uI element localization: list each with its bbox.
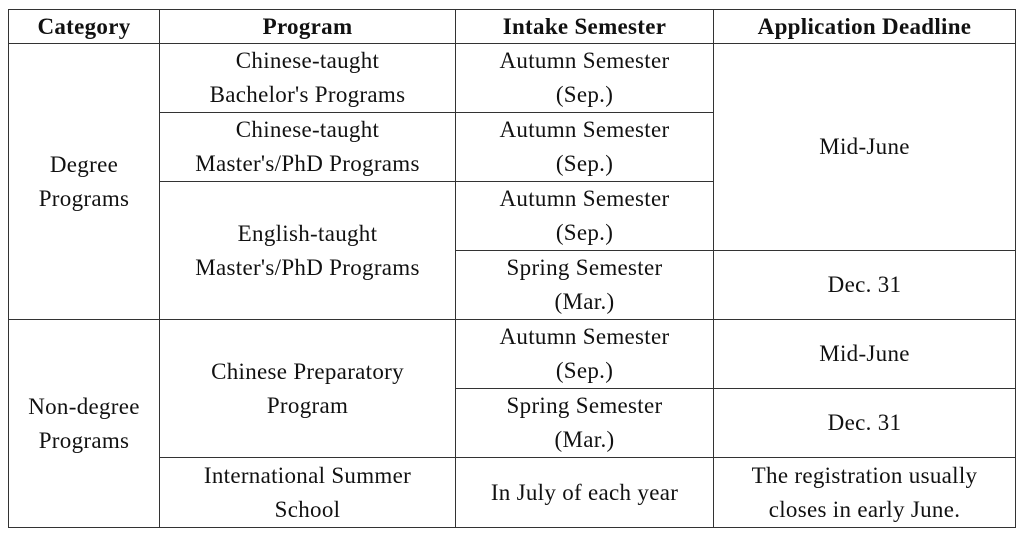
intake-english-autumn: Autumn Semester (Sep.): [456, 182, 714, 251]
intake-summer-school: In July of each year: [456, 458, 714, 528]
table-row: [9, 458, 1016, 528]
program-chinese-bachelor: Chinese-taught Bachelor's Programs: [160, 44, 456, 113]
header-application-deadline: Application Deadline: [714, 10, 1016, 44]
deadline-degree-autumn: Mid-June: [714, 44, 1016, 251]
program-chinese-preparatory: Chinese Preparatory Program: [160, 320, 456, 458]
deadline-degree-spring: Dec. 31: [714, 251, 1016, 320]
program-english-master-phd: English-taught Master's/PhD Programs: [160, 182, 456, 320]
deadline-summer-school: The registration usually closes in early June.: [714, 458, 1016, 528]
admission-schedule-table: [8, 9, 1016, 528]
category-non-degree-programs: Non-degree Programs: [9, 320, 160, 528]
intake-prep-autumn: Autumn Semester (Sep.): [456, 320, 714, 389]
table-row: [9, 320, 1016, 389]
header-intake-semester: Intake Semester: [456, 10, 714, 44]
deadline-prep-autumn: Mid-June: [714, 320, 1016, 389]
program-international-summer-school: International Summer School: [160, 458, 456, 528]
intake-english-spring: Spring Semester (Mar.): [456, 251, 714, 320]
header-category: Category: [9, 10, 160, 44]
table-row: [9, 44, 1016, 113]
header-row: [9, 10, 1016, 44]
program-chinese-master-phd: Chinese-taught Master's/PhD Programs: [160, 113, 456, 182]
intake-prep-spring: Spring Semester (Mar.): [456, 389, 714, 458]
deadline-prep-spring: Dec. 31: [714, 389, 1016, 458]
header-program: Program: [160, 10, 456, 44]
intake-chinese-master-phd: Autumn Semester (Sep.): [456, 113, 714, 182]
category-degree-programs: Degree Programs: [9, 44, 160, 320]
intake-chinese-bachelor: Autumn Semester (Sep.): [456, 44, 714, 113]
